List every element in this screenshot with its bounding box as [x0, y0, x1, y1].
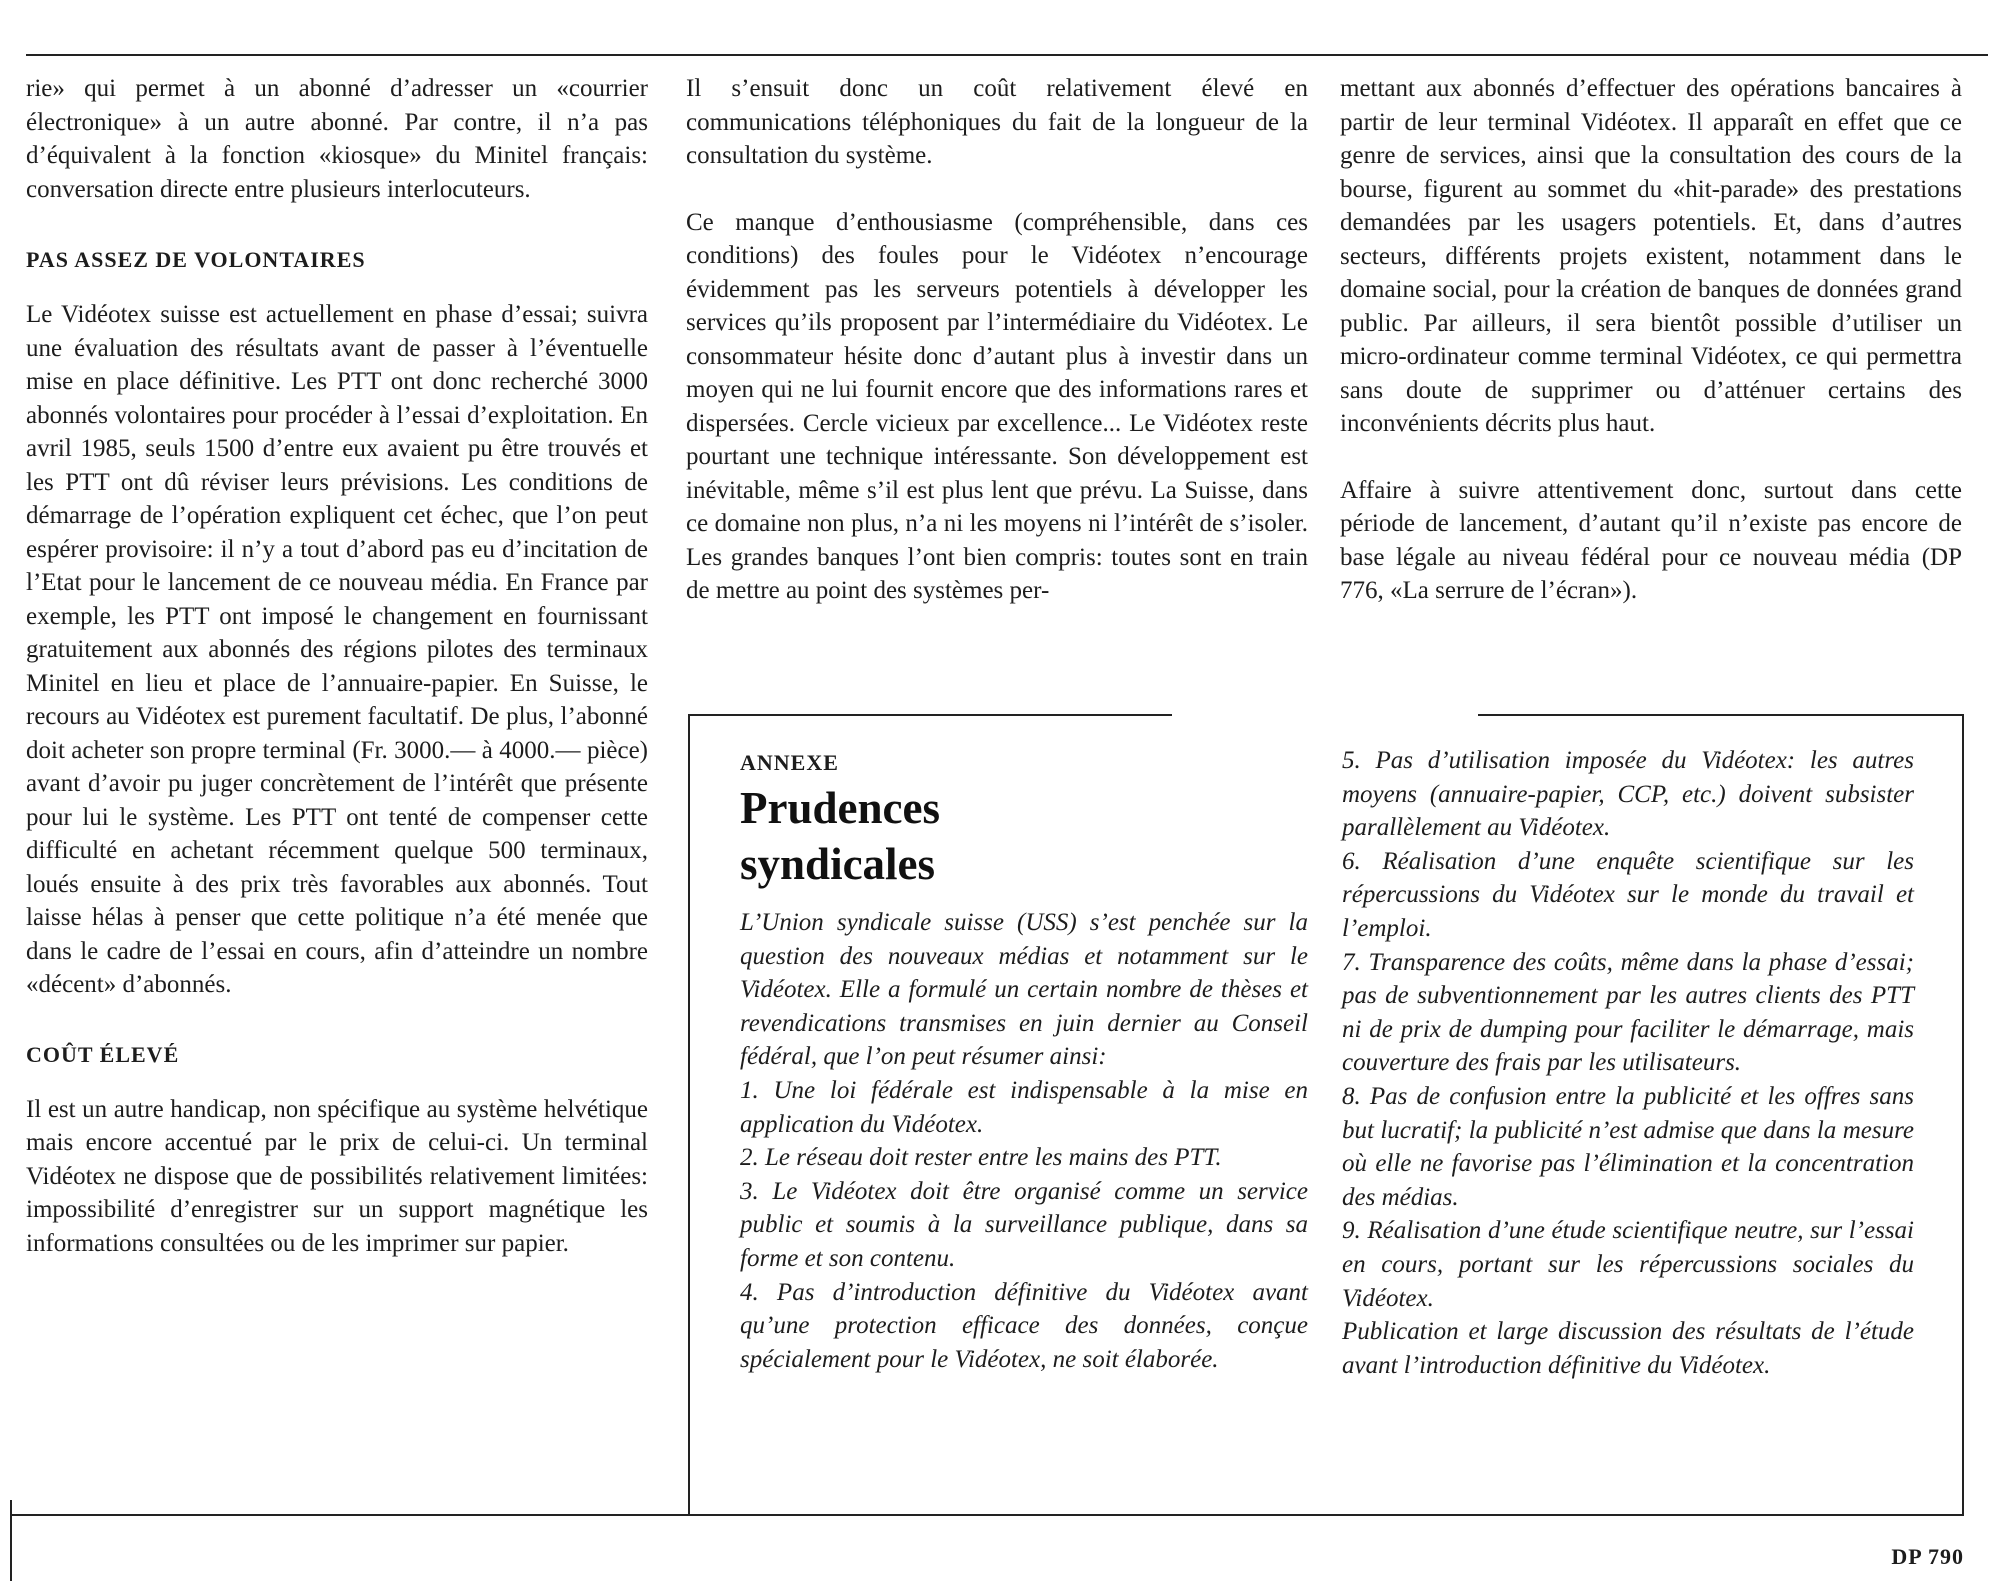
- annexe-item: 2. Le réseau doit rester entre les mains des PTT.: [740, 1144, 1222, 1172]
- annexe-item: 8. Pas de confusion entre la publicité et les offres sans but lucratif; la publicité n’est admise que dans la mesure où elle ne favorise pas l’élimination et la concentration des médias.: [1342, 1082, 1914, 1211]
- annexe-box-left-border: [688, 714, 690, 1514]
- col1-paragraph-3: Il est un autre handicap, non spécifique au système helvétique mais encore accentué par le prix de celui-ci. Un terminal Vidéotex ne dispose que de possibilités relativement limitées: impossibilité d’enregistrer sur un support magnétique les informations consultées ou de les imprimer sur papier.: [26, 1095, 648, 1257]
- page-number: DP 790: [1891, 1544, 1964, 1569]
- annexe-right-column: [1342, 744, 1914, 1382]
- top-rule: [26, 54, 1988, 56]
- annexe-headline-line-1: Prudences: [740, 783, 940, 833]
- left-edge-mark: [10, 1500, 12, 1581]
- col1-paragraph-1: rie» qui permet à un abonné d’adresser un «courrier électronique» à un autre abonné. Par contre, il n’a pas d’équivalent à la fonction «kiosque» du Minitel français: conversation directe entre plusieurs interlocuteurs.: [26, 75, 648, 203]
- annexe-item: 7. Transparence des coûts, même dans la phase d’essai; pas de subventionnement par les autres clients des PTT ni de prix de dumping pour faciliter le démarrage, mais couverture des frais par les utilisateurs.: [1342, 948, 1914, 1077]
- annexe-box-right-border: [1962, 714, 1964, 1514]
- annexe-item: 9. Réalisation d’une étude scientifique neutre, sur l’essai en cours, portant sur les répercussions sociales du Vidéotex.: [1342, 1217, 1914, 1312]
- article-column-2: [686, 72, 1308, 608]
- col3-paragraph-1: mettant aux abonnés d’effectuer des opérations bancaires à partir de leur terminal Vidéotex. Il apparaît en effet que ce genre de services, ainsi que la consultation des cours de la bourse, figurent au sommet du «hit-parade» des prestations demandées par les usagers potentiels. Et, dans d’autres secteurs, différents projets existent, notamment dans le domaine social, pour la création de banques de données grand public. Par ailleurs, il sera bientôt possible d’utiliser un micro-ordinateur comme terminal Vidéotex, ce qui permettra sans doute de supprimer ou d’atténuer certains des inconvénients décrits plus haut.: [1340, 75, 1962, 437]
- article-column-3: [1340, 72, 1962, 608]
- annexe-conclusion: Publication et large discussion des résultats de l’étude avant l’introduction définitive du Vidéotex.: [1342, 1318, 1914, 1379]
- annexe-left-column: [740, 744, 1308, 1376]
- col2-paragraph-1: Il s’ensuit donc un coût relativement élevé en communications téléphoniques du fait de la longueur de la consultation du système.: [686, 75, 1308, 169]
- annexe-intro: L’Union syndicale suisse (USS) s’est penchée sur la question des nouveaux médias et notamment sur le Vidéotex. Elle a formulé un certain nombre de thèses et revendications transmises en juin dernier au Conseil fédéral, que l’on peut résumer ainsi:: [740, 909, 1308, 1071]
- annexe-item: 6. Réalisation d’une enquête scientifique sur les répercussions du Vidéotex sur le monde du travail et l’emploi.: [1342, 847, 1914, 942]
- section-heading-volontaires: PAS ASSEZ DE VOLONTAIRES: [26, 247, 366, 272]
- annexe-box-top-right-rule: [1478, 714, 1964, 716]
- bottom-rule: [10, 1514, 1964, 1516]
- col1-paragraph-2: Le Vidéotex suisse est actuellement en phase d’essai; suivra une évaluation des résultats avant de passer à l’éventuelle mise en place définitive. Les PTT ont donc recherché 3000 abonnés volontaires pour procéder à l’essai d’exploitation. En avril 1985, seuls 1500 d’entre eux avaient pu être trouvés et les PTT ont dû réviser leurs prévisions. Les conditions de démarrage de l’opération expliquent cet échec, que l’on peut espérer provisoire: il n’y a tout d’abord pas eu d’incitation de l’Etat pour le lancement de ce nouveau média. En France par exemple, les PTT ont imposé le changement en fournissant gratuitement aux abonnés des régions pilotes des terminaux Minitel en lieu et place de l’annuaire-papier. En Suisse, le recours au Vidéotex est purement facultatif. De plus, l’abonné doit acheter son propre terminal (Fr. 3000.— à 4000.— pièce) avant d’avoir pu juger concrètement de l’intérêt que présente pour lui le système. Les PTT ont tenté de compenser cette difficulté en achetant récemment quelque 500 terminaux, loués ensuite à des prix très favorables aux abonnés. Tout laisse hélas à penser que cette politique n’a été menée que dans le cadre de l’essai en cours, afin d’atteindre un nombre «décent» d’abonnés.: [26, 301, 648, 998]
- col2-paragraph-2: Ce manque d’enthousiasme (compréhensible, dans ces conditions) des foules pour le Vidéotex n’encourage évidemment pas les serveurs potentiels à développer les services qu’ils proposent par l’intermédiaire du Vidéotex. Le consommateur hésite donc d’autant plus à investir dans un moyen qui ne lui fournit encore que des informations rares et dispersées. Cercle vicieux par excellence... Le Vidéotex reste pourtant une technique intéressante. Son développement est inévitable, même s’il est plus lent que prévu. La Suisse, dans ce domaine non plus, n’a ni les moyens ni l’intérêt de s’isoler. Les grandes banques l’ont bien compris: toutes sont en train de mettre au point des systèmes per-: [686, 208, 1308, 604]
- annexe-headline: [740, 780, 1308, 892]
- annexe-item: 4. Pas d’introduction définitive du Vidéotex avant qu’une protection efficace des données, conçue spécialement pour le Vidéotex, ne soit élaborée.: [740, 1278, 1308, 1373]
- col3-paragraph-2: Affaire à suivre attentivement donc, surtout dans cette période de lancement, d’autant qu’il n’existe pas encore de base légale au niveau fédéral pour ce nouveau média (DP 776, «La serrure de l’écran»).: [1340, 476, 1962, 604]
- section-heading-cout-eleve: COÛT ÉLEVÉ: [26, 1041, 180, 1067]
- annexe-box-top-left-rule: [688, 714, 1172, 716]
- annexe-item: 5. Pas d’utilisation imposée du Vidéotex: les autres moyens (annuaire-papier, CCP, etc.) doivent subsister parallèlement au Vidéotex.: [1342, 747, 1914, 842]
- annexe-body-left: [740, 906, 1308, 1376]
- article-column-1: [26, 72, 648, 1260]
- annexe-headline-line-2: syndicales: [740, 839, 936, 889]
- annexe-item: 3. Le Vidéotex doit être organisé comme un service public et soumis à la surveillance publique, dans sa forme et son contenu.: [740, 1177, 1308, 1272]
- annexe-item: 1. Une loi fédérale est indispensable à la mise en application du Vidéotex.: [740, 1076, 1308, 1138]
- annexe-kicker: ANNEXE: [740, 750, 839, 775]
